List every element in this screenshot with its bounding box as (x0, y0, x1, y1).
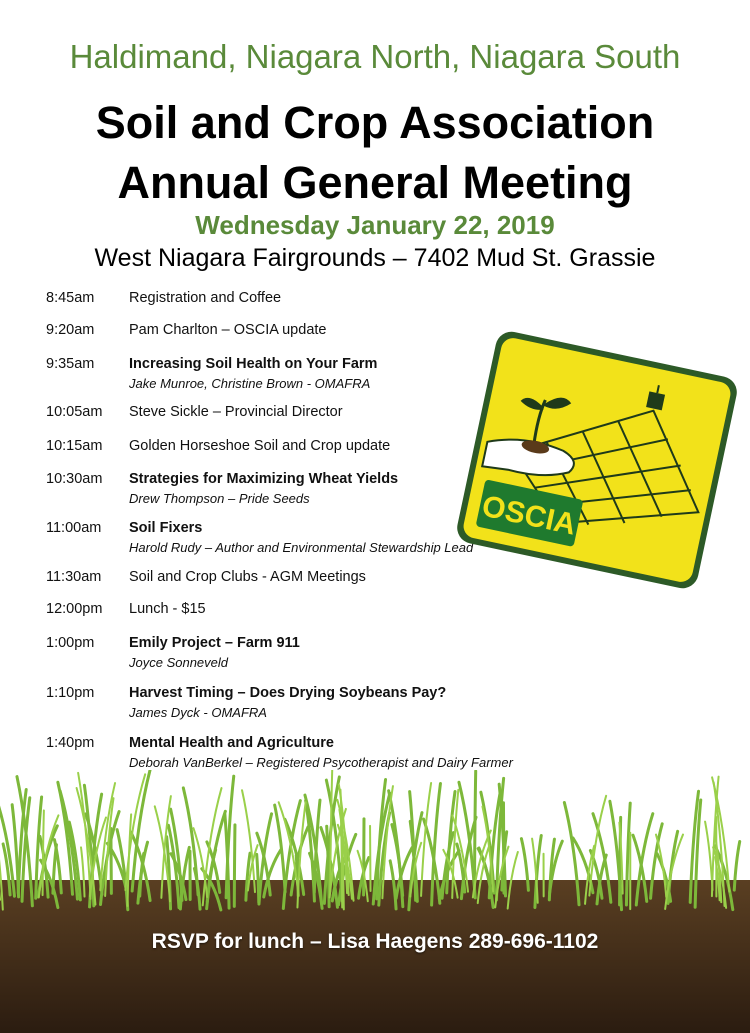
oscia-logo-icon (452, 330, 742, 590)
agenda-time: 11:00am (46, 520, 102, 536)
agenda-item: Emily Project – Farm 911 (129, 635, 300, 651)
agenda-item: Harvest Timing – Does Drying Soybeans Pay? (129, 685, 447, 701)
agenda-item: Steve Sickle – Provincial Director (129, 404, 343, 420)
agenda-item: Pam Charlton – OSCIA update (129, 322, 327, 338)
agenda-time: 10:05am (46, 404, 103, 420)
agenda-time: 1:00pm (46, 635, 95, 651)
grass-soil-image (0, 770, 750, 1033)
event-venue: West Niagara Fairgrounds – 7402 Mud St. Grassie (94, 244, 656, 272)
agenda-speaker: Deborah VanBerkel – Registered Psycotherapist and Dairy Farmer (129, 755, 513, 770)
agenda-time: 12:00pm (46, 601, 103, 617)
oscia-logo-text: OSCIA (479, 489, 579, 542)
agenda-item: Increasing Soil Health on Your Farm (129, 356, 378, 372)
agenda-speaker: Jake Munroe, Christine Brown - OMAFRA (129, 376, 371, 391)
agenda-time: 1:40pm (46, 735, 95, 751)
grass-blade (705, 822, 712, 890)
grass-blade (474, 771, 475, 893)
agenda-time: 10:15am (46, 438, 103, 454)
event-date: Wednesday January 22, 2019 (195, 210, 555, 240)
agenda-item: Registration and Coffee (129, 290, 282, 306)
agenda-item: Soil Fixers (129, 520, 203, 536)
agenda-item: Golden Horseshoe Soil and Crop update (129, 438, 391, 454)
agenda-time: 1:10pm (46, 685, 95, 701)
rsvp-line: RSVP for lunch – Lisa Haegens 289-696-1102 (151, 930, 599, 953)
agenda-time: 9:20am (46, 322, 95, 338)
agenda-speaker: Drew Thompson – Pride Seeds (129, 491, 310, 506)
grass-blade (43, 810, 44, 895)
agenda-time: 9:35am (46, 356, 95, 372)
agenda-item: Strategies for Maximizing Wheat Yields (129, 471, 399, 487)
title-line-1: Soil and Crop Association (95, 97, 655, 148)
region-heading: Haldimand, Niagara North, Niagara South (69, 38, 681, 75)
title-line-2: Annual General Meeting (117, 157, 633, 208)
agenda-speaker: James Dyck - OMAFRA (129, 705, 267, 720)
agenda-item: Soil and Crop Clubs - AGM Meetings (129, 569, 366, 585)
agenda-time: 10:30am (46, 471, 103, 487)
agenda-item: Mental Health and Agriculture (129, 735, 334, 751)
agenda-speaker: Harold Rudy – Author and Environmental Stewardship Lead (129, 540, 474, 555)
agenda-time: 8:45am (46, 290, 95, 306)
agenda-speaker: Joyce Sonneveld (129, 655, 229, 670)
grass-blade (234, 825, 235, 906)
agenda-item: Lunch - $15 (129, 601, 206, 617)
agenda-time: 11:30am (46, 569, 102, 585)
